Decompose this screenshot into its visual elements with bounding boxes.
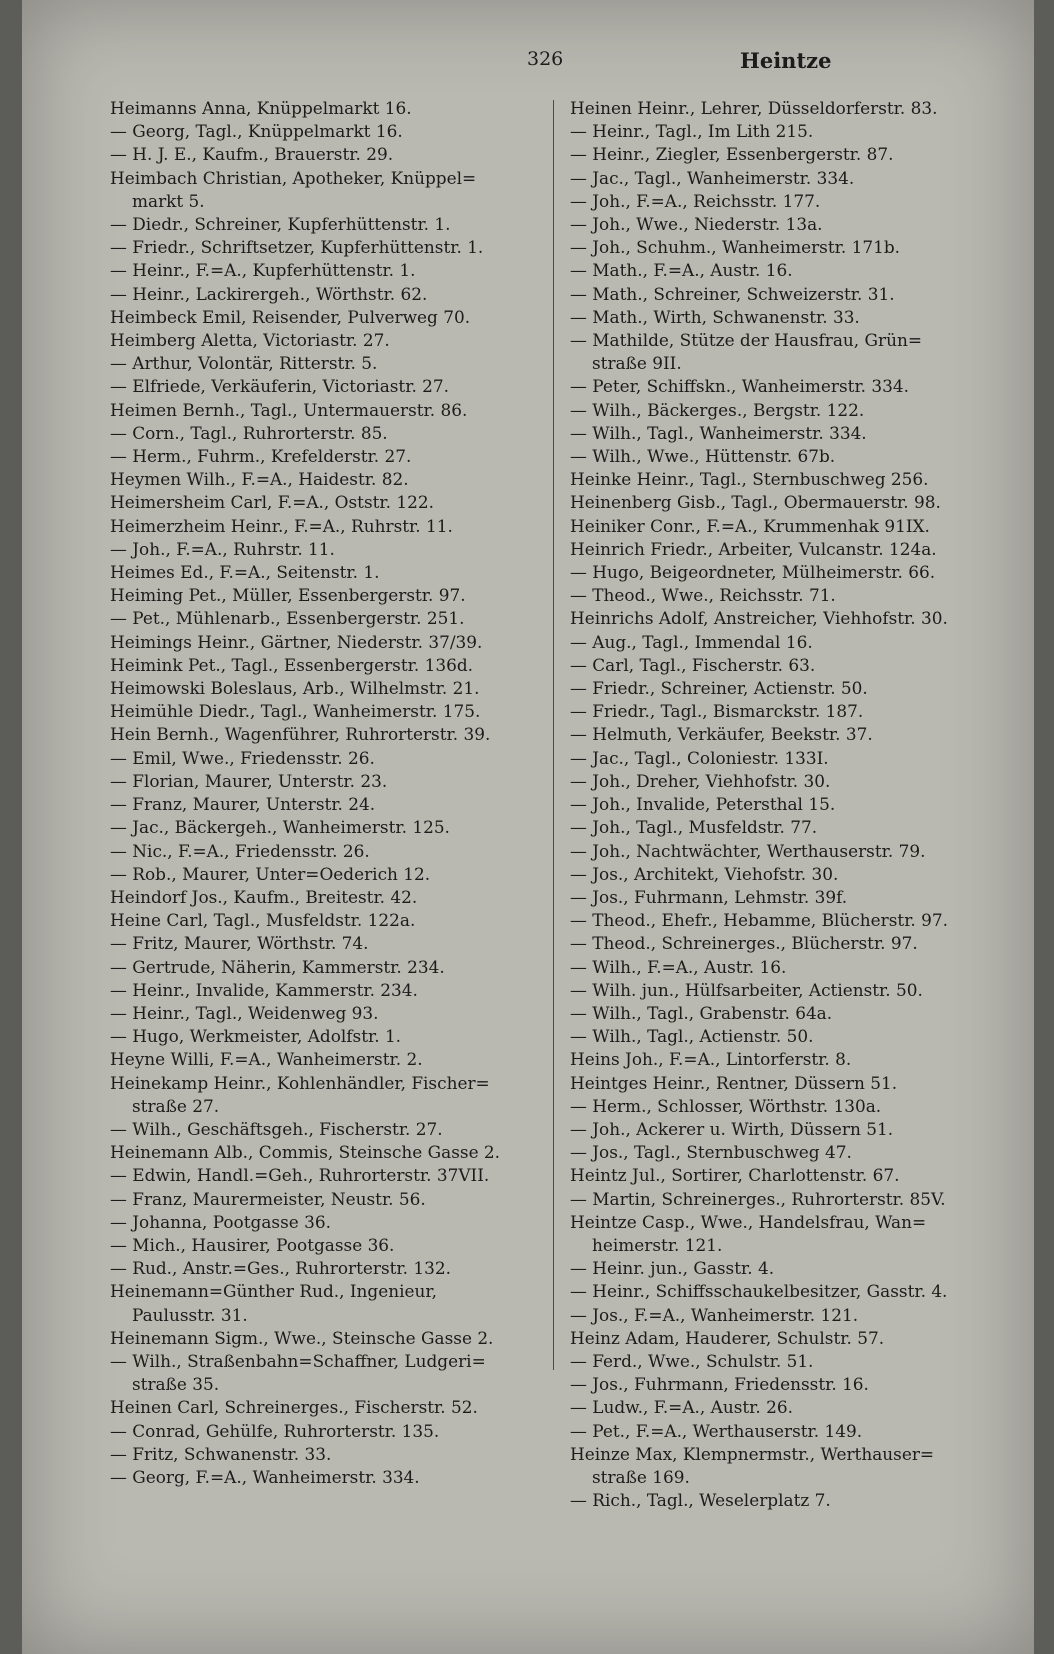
entry-line: — Mich., Hausirer, Pootgasse 36.	[110, 1234, 395, 1255]
entry-line: — Edwin, Handl.=Geh., Ruhrorterstr. 37VII.	[110, 1165, 490, 1186]
directory-entry	[570, 1257, 1022, 1280]
directory-entry	[110, 1234, 538, 1257]
entry-line: — Franz, Maurermeister, Neustr. 56.	[110, 1188, 426, 1209]
entry-continuation: straße 9II.	[592, 353, 682, 374]
directory-entry	[110, 1466, 538, 1489]
directory-entry	[110, 840, 538, 863]
entry-line: — Wilh., Tagl., Grabenstr. 64a.	[570, 1002, 833, 1023]
directory-entry	[570, 1280, 1022, 1303]
entry-line: — Joh., Wwe., Niederstr. 13a.	[570, 214, 823, 235]
page-number: 326	[527, 48, 564, 70]
entry-line: — Math., Schreiner, Schweizerstr. 31.	[570, 283, 895, 304]
directory-entry	[110, 422, 538, 445]
entry-line: — Florian, Maurer, Unterstr. 23.	[110, 770, 388, 791]
directory-entry	[570, 375, 1022, 398]
directory-entry	[570, 700, 1022, 723]
directory-entry	[110, 1280, 538, 1326]
entry-line: — Pet., F.=A., Werthauserstr. 149.	[570, 1420, 863, 1441]
entry-line: Heiming Pet., Müller, Essenbergerstr. 97.	[110, 585, 466, 606]
entry-line: — Heinr. jun., Gasstr. 4.	[570, 1258, 775, 1279]
directory-entry	[570, 445, 1022, 468]
entry-line: — Friedr., Schriftsetzer, Kupferhüttenstr. 1.	[110, 237, 484, 258]
entry-line: — Emil, Wwe., Friedensstr. 26.	[110, 747, 375, 768]
entry-line: — Theod., Schreinerges., Blücherstr. 97.	[570, 933, 918, 954]
entry-line: — Wilh., Wwe., Hüttenstr. 67b.	[570, 446, 836, 467]
entry-line: Heyne Willi, F.=A., Wanheimerstr. 2.	[110, 1049, 423, 1070]
entry-line: — Martin, Schreinerges., Ruhrorterstr. 85V.	[570, 1188, 946, 1209]
directory-entry	[110, 97, 538, 120]
entry-line: — Mathilde, Stütze der Hausfrau, Grün=	[570, 330, 923, 351]
directory-entry	[570, 1420, 1022, 1443]
directory-entry	[110, 1443, 538, 1466]
entry-line: Heimbach Christian, Apotheker, Knüppel=	[110, 167, 477, 188]
directory-entry	[110, 1048, 538, 1071]
directory-entry	[110, 723, 538, 746]
directory-entry	[570, 1072, 1022, 1095]
directory-entry	[570, 979, 1022, 1002]
directory-entry	[570, 909, 1022, 932]
entry-line: — Heinr., Lackirergeh., Wörthstr. 62.	[110, 283, 428, 304]
entry-line: Heiniker Conr., F.=A., Krummenhak 91IX.	[570, 515, 930, 536]
entry-line: — Joh., Nachtwächter, Werthauserstr. 79.	[570, 840, 926, 861]
directory-entry	[570, 491, 1022, 514]
entry-line: Heine Carl, Tagl., Musfeldstr. 122a.	[110, 910, 416, 931]
directory-entry	[570, 1141, 1022, 1164]
directory-entry	[110, 538, 538, 561]
directory-entry	[570, 886, 1022, 909]
directory-entry	[570, 1164, 1022, 1187]
directory-entry	[110, 584, 538, 607]
column-rule	[553, 100, 554, 1370]
entry-line: — Georg, F.=A., Wanheimerstr. 334.	[110, 1466, 420, 1487]
directory-entry	[110, 1188, 538, 1211]
directory-entry	[570, 863, 1022, 886]
entry-line: — Wilh., Straßenbahn=Schaffner, Ludgeri=	[110, 1350, 486, 1371]
entry-line: Heins Joh., F.=A., Lintorferstr. 8.	[570, 1049, 852, 1070]
entry-line: — Jos., Fuhrmann, Friedensstr. 16.	[570, 1374, 869, 1395]
entry-line: Heinenberg Gisb., Tagl., Obermauerstr. 98.	[570, 492, 941, 513]
directory-entry	[570, 515, 1022, 538]
directory-entry	[110, 213, 538, 236]
entry-line: — Ludw., F.=A., Austr. 26.	[570, 1397, 793, 1418]
directory-entry	[570, 631, 1022, 654]
directory-entry	[110, 956, 538, 979]
directory-entry	[110, 700, 538, 723]
directory-entry	[110, 143, 538, 166]
entry-line: — Diedr., Schreiner, Kupferhüttenstr. 1.	[110, 214, 451, 235]
entry-line: — Rich., Tagl., Weselerplatz 7.	[570, 1490, 831, 1511]
directory-page	[22, 0, 1034, 1654]
entry-continuation: Paulusstr. 31.	[132, 1304, 248, 1325]
entry-line: Heinen Heinr., Lehrer, Düsseldorferstr. 83.	[570, 98, 938, 118]
directory-entry	[110, 1002, 538, 1025]
directory-entry	[110, 932, 538, 955]
entry-line: Heinrichs Adolf, Anstreicher, Viehhofstr. 30.	[570, 608, 948, 629]
directory-entry	[570, 1350, 1022, 1373]
directory-entry	[570, 1443, 1022, 1489]
directory-entry	[570, 468, 1022, 491]
directory-entry	[110, 375, 538, 398]
entry-line: Heinrich Friedr., Arbeiter, Vulcanstr. 124a.	[570, 538, 937, 559]
entry-line: — Joh., Invalide, Petersthal 15.	[570, 794, 836, 815]
entry-line: Heintges Heinr., Rentner, Düssern 51.	[570, 1072, 898, 1093]
directory-entry	[110, 747, 538, 770]
directory-entry	[110, 909, 538, 932]
entry-line: — Herm., Schlosser, Wörthstr. 130a.	[570, 1095, 882, 1116]
directory-entry	[110, 886, 538, 909]
entry-line: — Joh., Schuhm., Wanheimerstr. 171b.	[570, 237, 901, 258]
entry-line: — Wilh., Bäckerges., Bergstr. 122.	[570, 399, 865, 420]
directory-entry	[570, 816, 1022, 839]
entry-line: — Helmuth, Verkäufer, Beekstr. 37.	[570, 724, 873, 745]
entry-line: — Joh., Tagl., Musfeldstr. 77.	[570, 817, 818, 838]
directory-entry	[110, 561, 538, 584]
entry-line: Heimberg Aletta, Victoriastr. 27.	[110, 330, 390, 351]
directory-entry	[110, 1396, 538, 1419]
directory-entry	[570, 1489, 1022, 1512]
directory-entry	[110, 491, 538, 514]
entry-line: Heymen Wilh., F.=A., Haidestr. 82.	[110, 469, 409, 490]
directory-entry	[570, 1048, 1022, 1071]
directory-entry	[570, 259, 1022, 282]
entry-line: — Jos., Architekt, Viehofstr. 30.	[570, 863, 839, 884]
entry-line: — Joh., F.=A., Ruhrstr. 11.	[110, 538, 335, 559]
directory-entry	[570, 167, 1022, 190]
entry-line: Heimbeck Emil, Reisender, Pulverweg 70.	[110, 306, 471, 327]
directory-entry	[110, 1141, 538, 1164]
entry-line: — Heinr., Invalide, Kammerstr. 234.	[110, 979, 418, 1000]
directory-entry	[570, 770, 1022, 793]
entry-continuation: markt 5.	[132, 190, 205, 211]
directory-entry	[570, 120, 1022, 143]
directory-entry	[570, 1373, 1022, 1396]
entry-line: Heimanns Anna, Knüppelmarkt 16.	[110, 98, 412, 118]
directory-entry	[570, 1002, 1022, 1025]
entry-line: — Wilh., Geschäftsgeh., Fischerstr. 27.	[110, 1118, 443, 1139]
directory-entry	[110, 352, 538, 375]
entry-line: — Heinr., Ziegler, Essenbergerstr. 87.	[570, 144, 894, 165]
directory-entry	[570, 607, 1022, 630]
directory-entry	[110, 1327, 538, 1350]
entry-line: — Theod., Wwe., Reichsstr. 71.	[570, 585, 836, 606]
directory-entry	[110, 515, 538, 538]
directory-entry	[570, 1025, 1022, 1048]
entry-line: Heinemann Sigm., Wwe., Steinsche Gasse 2.	[110, 1327, 494, 1348]
directory-entry	[570, 97, 1022, 120]
entry-line: Heimen Bernh., Tagl., Untermauerstr. 86.	[110, 399, 468, 420]
entry-line: — Jac., Bäckergeh., Wanheimerstr. 125.	[110, 817, 450, 838]
directory-entry	[570, 1118, 1022, 1141]
entry-line: — Math., F.=A., Austr. 16.	[570, 260, 793, 281]
entry-line: — Elfriede, Verkäuferin, Victoriastr. 27.	[110, 376, 450, 397]
entry-line: — Jac., Tagl., Wanheimerstr. 334.	[570, 167, 855, 188]
entry-line: — Carl, Tagl., Fischerstr. 63.	[570, 654, 816, 675]
entry-line: Heinze Max, Klempnermstr., Werthauser=	[570, 1443, 935, 1464]
directory-entry	[110, 120, 538, 143]
running-head: Heintze	[740, 48, 832, 73]
directory-entry	[570, 677, 1022, 700]
entry-line: — Fritz, Schwanenstr. 33.	[110, 1443, 332, 1464]
entry-line: Heintz Jul., Sortirer, Charlottenstr. 67.	[570, 1165, 900, 1186]
directory-entry	[570, 1327, 1022, 1350]
directory-entry	[570, 1095, 1022, 1118]
directory-entry	[570, 956, 1022, 979]
entry-line: — Math., Wirth, Schwanenstr. 33.	[570, 306, 860, 327]
directory-entry	[570, 1188, 1022, 1211]
entry-continuation: straße 27.	[132, 1095, 220, 1116]
entry-line: — Hugo, Werkmeister, Adolfstr. 1.	[110, 1026, 402, 1047]
directory-entry	[110, 1420, 538, 1443]
entry-line: — Heinr., Tagl., Im Lith 215.	[570, 121, 814, 142]
entry-line: — Arthur, Volontär, Ritterstr. 5.	[110, 353, 378, 374]
entry-line: — Heinr., F.=A., Kupferhüttenstr. 1.	[110, 260, 416, 281]
right-column	[570, 97, 1022, 1512]
entry-line: Heimes Ed., F.=A., Seitenstr. 1.	[110, 562, 380, 583]
entry-line: — Jos., F.=A., Wanheimerstr. 121.	[570, 1304, 859, 1325]
entry-line: Heimühle Diedr., Tagl., Wanheimerstr. 175.	[110, 701, 481, 722]
entry-line: Heinemann=Günther Rud., Ingenieur,	[110, 1281, 437, 1302]
directory-entry	[110, 793, 538, 816]
entry-line: Heinke Heinr., Tagl., Sternbuschweg 256.	[570, 469, 929, 490]
directory-entry	[110, 306, 538, 329]
directory-entry	[570, 654, 1022, 677]
entry-line: — Jos., Tagl., Sternbuschweg 47.	[570, 1142, 852, 1163]
directory-entry	[570, 1211, 1022, 1257]
entry-line: — Wilh., Tagl., Wanheimerstr. 334.	[570, 422, 867, 443]
directory-entry	[110, 863, 538, 886]
entry-line: Heinemann Alb., Commis, Steinsche Gasse 2.	[110, 1142, 501, 1163]
entry-line: — Joh., Ackerer u. Wirth, Düssern 51.	[570, 1118, 894, 1139]
entry-line: — Jos., Fuhrmann, Lehmstr. 39f.	[570, 886, 848, 907]
entry-line: Heimersheim Carl, F.=A., Oststr. 122.	[110, 492, 434, 513]
directory-entry	[570, 840, 1022, 863]
entry-line: — Theod., Ehefr., Hebamme, Blücherstr. 97.	[570, 910, 949, 931]
directory-entry	[110, 1072, 538, 1118]
entry-line: — Joh., F.=A., Reichsstr. 177.	[570, 190, 821, 211]
entry-line: — H. J. E., Kaufm., Brauerstr. 29.	[110, 144, 394, 165]
entry-line: — Ferd., Wwe., Schulstr. 51.	[570, 1350, 814, 1371]
directory-entry	[110, 1118, 538, 1141]
directory-entry	[110, 654, 538, 677]
entry-line: — Jac., Tagl., Coloniestr. 133I.	[570, 747, 829, 768]
directory-entry	[570, 143, 1022, 166]
entry-line: — Heinr., Schiffsschaukelbesitzer, Gasstr. 4.	[570, 1281, 948, 1302]
entry-line: Heinz Adam, Hauderer, Schulstr. 57.	[570, 1327, 885, 1348]
entry-continuation: heimerstr. 121.	[592, 1234, 723, 1255]
entry-line: — Rob., Maurer, Unter=Oederich 12.	[110, 863, 431, 884]
directory-entry	[110, 677, 538, 700]
entry-line: — Fritz, Maurer, Wörthstr. 74.	[110, 933, 369, 954]
directory-entry	[110, 399, 538, 422]
directory-entry	[110, 167, 538, 213]
directory-entry	[570, 329, 1022, 375]
entry-line: — Pet., Mühlenarb., Essenbergerstr. 251.	[110, 608, 465, 629]
directory-entry	[570, 793, 1022, 816]
entry-continuation: straße 169.	[592, 1466, 690, 1487]
directory-entry	[110, 631, 538, 654]
entry-line: — Heinr., Tagl., Weidenweg 93.	[110, 1002, 379, 1023]
directory-entry	[570, 236, 1022, 259]
directory-entry	[110, 1350, 538, 1396]
entry-line: — Rud., Anstr.=Ges., Ruhrorterstr. 132.	[110, 1258, 451, 1279]
entry-line: Hein Bernh., Wagenführer, Ruhrorterstr. 39.	[110, 724, 491, 745]
entry-line: Heintze Casp., Wwe., Handelsfrau, Wan=	[570, 1211, 927, 1232]
directory-entry	[110, 770, 538, 793]
directory-entry	[110, 445, 538, 468]
directory-entry	[110, 1025, 538, 1048]
entry-line: — Nic., F.=A., Friedensstr. 26.	[110, 840, 370, 861]
directory-entry	[110, 1164, 538, 1187]
entry-line: — Georg, Tagl., Knüppelmarkt 16.	[110, 121, 403, 142]
entry-line: Heimings Heinr., Gärtner, Niederstr. 37/39.	[110, 631, 483, 652]
directory-entry	[110, 816, 538, 839]
directory-entry	[110, 329, 538, 352]
directory-entry	[110, 1257, 538, 1280]
directory-entry	[110, 607, 538, 630]
entry-line: — Corn., Tagl., Ruhrorterstr. 85.	[110, 422, 388, 443]
directory-entry	[110, 979, 538, 1002]
directory-entry	[570, 1396, 1022, 1419]
directory-entry	[570, 747, 1022, 770]
directory-entry	[570, 213, 1022, 236]
directory-entry	[570, 399, 1022, 422]
entry-line: — Hugo, Beigeordneter, Mülheimerstr. 66.	[570, 562, 936, 583]
entry-line: Heimink Pet., Tagl., Essenbergerstr. 136d.	[110, 654, 474, 675]
entry-line: — Gertrude, Näherin, Kammerstr. 234.	[110, 956, 445, 977]
entry-line: — Friedr., Schreiner, Actienstr. 50.	[570, 678, 868, 699]
directory-entry	[570, 932, 1022, 955]
directory-entry	[570, 538, 1022, 561]
entry-line: — Johanna, Pootgasse 36.	[110, 1211, 331, 1232]
directory-entry	[570, 283, 1022, 306]
entry-line: — Friedr., Tagl., Bismarckstr. 187.	[570, 701, 864, 722]
directory-entry	[570, 306, 1022, 329]
entry-line: Heindorf Jos., Kaufm., Breitestr. 42.	[110, 886, 418, 907]
entry-line: — Aug., Tagl., Immendal 16.	[570, 631, 813, 652]
left-column	[110, 97, 538, 1489]
directory-entry	[110, 259, 538, 282]
entry-line: — Peter, Schiffskn., Wanheimerstr. 334.	[570, 376, 910, 397]
entry-line: — Wilh., Tagl., Actienstr. 50.	[570, 1026, 814, 1047]
entry-line: — Franz, Maurer, Unterstr. 24.	[110, 794, 376, 815]
entry-line: Heinekamp Heinr., Kohlenhändler, Fischer=	[110, 1072, 490, 1093]
entry-line: Heimerzheim Heinr., F.=A., Ruhrstr. 11.	[110, 515, 453, 536]
directory-entry	[110, 283, 538, 306]
directory-entry	[110, 236, 538, 259]
entry-line: Heinen Carl, Schreinerges., Fischerstr. 52.	[110, 1397, 478, 1418]
entry-line: — Herm., Fuhrm., Krefelderstr. 27.	[110, 446, 412, 467]
entry-line: — Conrad, Gehülfe, Ruhrorterstr. 135.	[110, 1420, 440, 1441]
directory-entry	[570, 422, 1022, 445]
entry-line: — Wilh., F.=A., Austr. 16.	[570, 956, 787, 977]
entry-line: — Joh., Dreher, Viehhofstr. 30.	[570, 770, 831, 791]
directory-entry	[570, 584, 1022, 607]
entry-line: Heimowski Boleslaus, Arb., Wilhelmstr. 21.	[110, 678, 480, 699]
directory-entry	[570, 561, 1022, 584]
directory-entry	[570, 1304, 1022, 1327]
entry-continuation: straße 35.	[132, 1374, 220, 1395]
directory-entry	[570, 190, 1022, 213]
directory-entry	[110, 468, 538, 491]
entry-line: — Wilh. jun., Hülfsarbeiter, Actienstr. 50.	[570, 979, 923, 1000]
directory-entry	[110, 1211, 538, 1234]
directory-entry	[570, 723, 1022, 746]
